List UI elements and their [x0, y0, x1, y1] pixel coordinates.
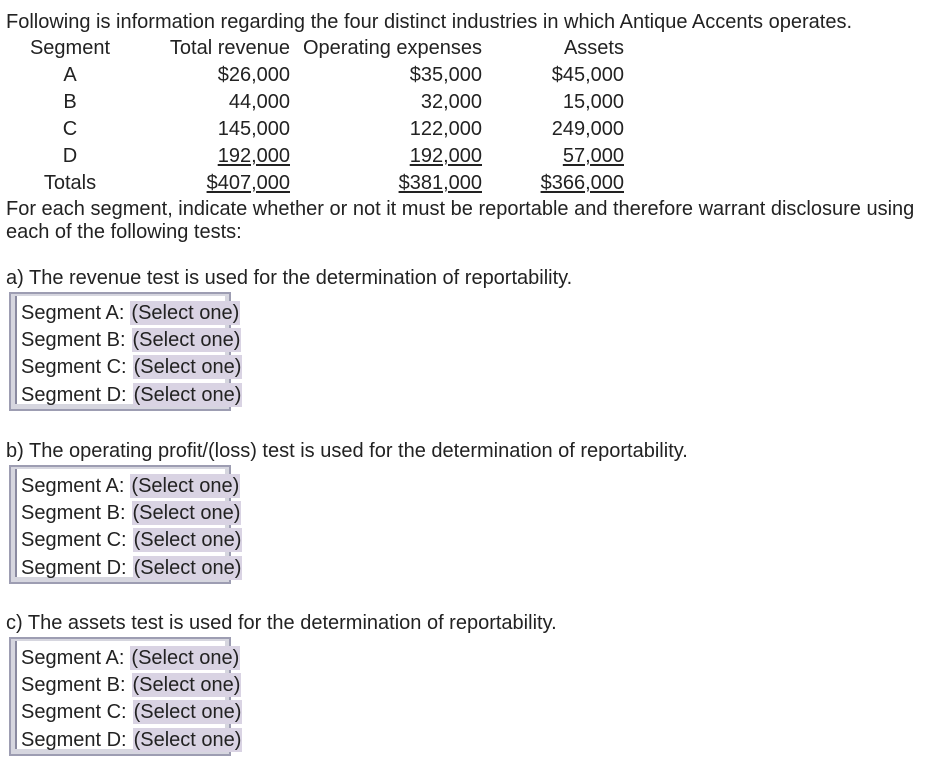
expenses-cell: 192,000	[409, 145, 482, 167]
question-a-segment-c: Segment C: (Select one)	[21, 356, 242, 378]
total-assets: $366,000	[540, 172, 624, 194]
expenses-cell: $35,000	[409, 64, 482, 86]
assets-cell: 15,000	[562, 91, 624, 113]
select-dropdown[interactable]: (Select one)	[132, 674, 241, 696]
segment-cell: A	[63, 64, 77, 86]
table-header-row	[6, 35, 624, 62]
select-dropdown[interactable]: (Select one)	[133, 384, 242, 406]
header-revenue: Total revenue	[169, 37, 290, 59]
question-b-segment-a: Segment A: (Select one)	[21, 475, 240, 497]
question-a-segment-b: Segment B: (Select one)	[21, 329, 241, 351]
header-segment: Segment	[29, 37, 111, 59]
question-c-segment-d: Segment D: (Select one)	[21, 729, 242, 751]
totals-label: Totals	[43, 172, 97, 194]
header-assets: Assets	[563, 37, 624, 59]
select-dropdown[interactable]: (Select one)	[131, 647, 240, 669]
select-dropdown[interactable]: (Select one)	[133, 529, 242, 551]
question-a-segment-d: Segment D: (Select one)	[21, 384, 242, 406]
select-dropdown[interactable]: (Select one)	[131, 302, 240, 324]
select-dropdown[interactable]: (Select one)	[133, 701, 242, 723]
segment-table	[6, 35, 624, 197]
question-b-segment-b: Segment B: (Select one)	[21, 502, 241, 524]
question-b-segment-c: Segment C: (Select one)	[21, 529, 242, 551]
table-row	[6, 62, 624, 89]
segment-cell: C	[62, 118, 78, 140]
assets-cell: 57,000	[562, 145, 624, 167]
question-b-box	[9, 465, 242, 584]
question-c-segment-b: Segment B: (Select one)	[21, 674, 241, 696]
select-dropdown[interactable]: (Select one)	[132, 329, 241, 351]
total-expenses: $381,000	[398, 172, 482, 194]
question-a-prompt: a) The revenue test is used for the determination of reportability.	[6, 267, 573, 289]
segment-cell: D	[62, 145, 78, 167]
expenses-cell: 122,000	[409, 118, 482, 140]
question-c-segment-c: Segment C: (Select one)	[21, 701, 242, 723]
segment-cell: B	[63, 91, 77, 113]
expenses-cell: 32,000	[420, 91, 482, 113]
header-expenses: Operating expenses	[302, 37, 482, 59]
select-dropdown[interactable]: (Select one)	[131, 475, 240, 497]
select-dropdown[interactable]: (Select one)	[133, 356, 242, 378]
question-a-box	[9, 292, 242, 411]
total-revenue: $407,000	[206, 172, 290, 194]
select-dropdown[interactable]: (Select one)	[133, 557, 242, 579]
select-dropdown[interactable]: (Select one)	[133, 729, 242, 751]
totals-row	[6, 170, 624, 197]
select-dropdown[interactable]: (Select one)	[132, 502, 241, 524]
question-a-segment-a: Segment A: (Select one)	[21, 302, 240, 324]
revenue-cell: 44,000	[228, 91, 290, 113]
question-c-segment-a: Segment A: (Select one)	[21, 647, 240, 669]
instruction-text: For each segment, indicate whether or not it must be reportable and therefore warrant disclosure using each of the following tests:	[6, 198, 915, 243]
intro-text: Following is information regarding the four distinct industries in which Antique Accents operates.	[6, 11, 853, 33]
question-c-prompt: c) The assets test is used for the determination of reportability.	[6, 612, 557, 634]
revenue-cell: $26,000	[217, 64, 290, 86]
revenue-cell: 192,000	[217, 145, 290, 167]
assets-cell: 249,000	[551, 118, 624, 140]
assets-cell: $45,000	[551, 64, 624, 86]
question-b-segment-d: Segment D: (Select one)	[21, 557, 242, 579]
table-row	[6, 143, 624, 170]
question-b-prompt: b) The operating profit/(loss) test is used for the determination of reportability.	[6, 440, 688, 462]
table-row	[6, 116, 624, 143]
table-row	[6, 89, 624, 116]
revenue-cell: 145,000	[217, 118, 290, 140]
question-c-box	[9, 637, 242, 756]
